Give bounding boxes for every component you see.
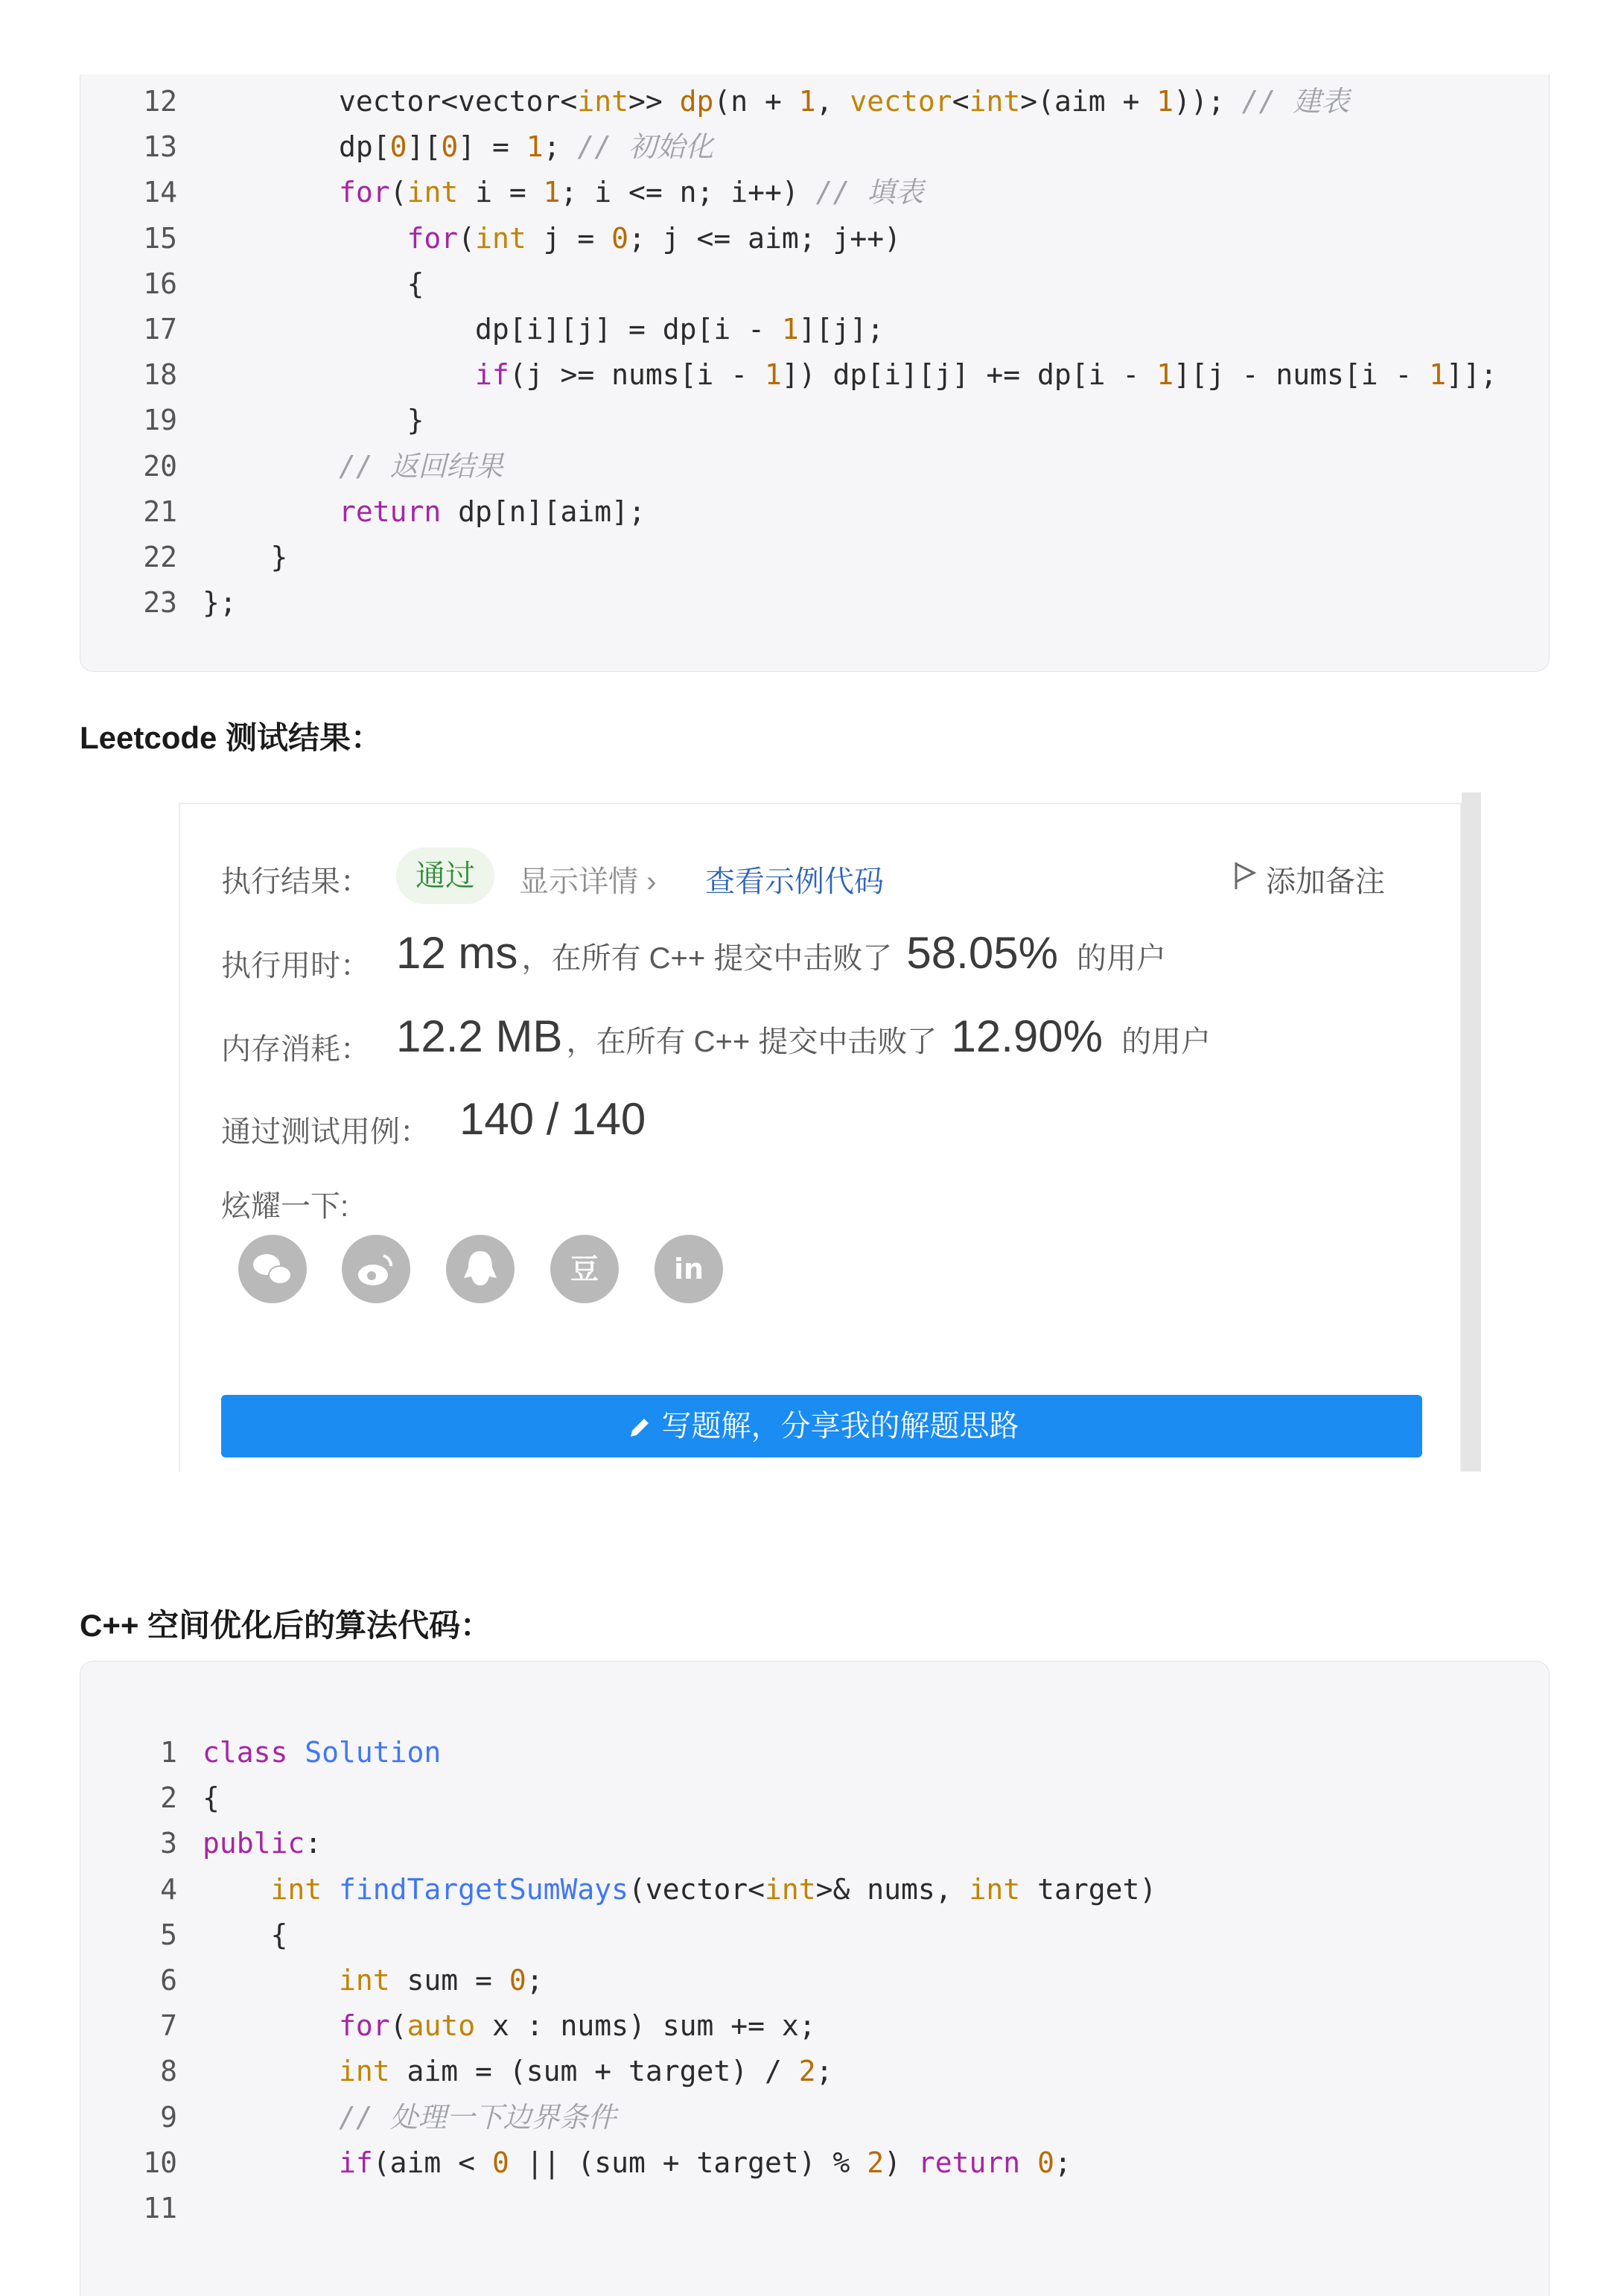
wechat-icon[interactable]	[238, 1235, 307, 1303]
code-line	[80, 1821, 322, 1866]
code-line	[80, 1867, 1156, 1912]
code-text: // 处理一下边界条件	[203, 2100, 617, 2134]
code-line	[80, 170, 923, 214]
memory-label: 内存消耗：	[221, 1033, 370, 1066]
line-number: 6	[160, 1964, 177, 1997]
line-number: 3	[160, 1827, 177, 1860]
code-text: }	[203, 541, 288, 573]
code-text: for(int i = 1; i <= n; i++) // 填表	[203, 176, 924, 209]
code-line	[80, 2049, 833, 2093]
write-solution-label: 写题解，分享我的解题思路	[661, 1410, 1019, 1443]
code-text: {	[203, 1781, 220, 1815]
code-text: {	[203, 267, 424, 300]
linkedin-icon[interactable]: in	[655, 1235, 723, 1303]
code-text: vector<vector<int>> dp(n + 1, vector<int>(aim + 1)); // 建表	[203, 85, 1350, 118]
code-line	[80, 535, 287, 579]
code-text: if(j >= nums[i - 1]) dp[i][j] += dp[i - 1][j - nums[i - 1]];	[203, 358, 1497, 392]
code-line	[80, 2095, 617, 2140]
code-line	[80, 124, 713, 169]
code-line	[80, 444, 503, 489]
code-text: return dp[n][aim];	[203, 495, 646, 528]
code-text: int findTargetSumWays(vector<int>& nums, int target)	[203, 1872, 1157, 1906]
code-text: if(aim < 0 || (sum + target) % 2) return 0;	[203, 2146, 1071, 2179]
line-number: 22	[143, 541, 177, 573]
write-solution-button[interactable]	[221, 1395, 1422, 1457]
code-line	[80, 261, 424, 306]
share-label: 炫耀一下:	[221, 1190, 349, 1223]
runtime-users-suffix: 的用户	[1077, 942, 1167, 975]
runtime-mid: ，在所有 C++ 提交中击败了	[521, 942, 893, 975]
line-number: 2	[160, 1781, 177, 1815]
code-line	[80, 1958, 544, 2003]
runtime-value: 12 ms	[396, 928, 518, 978]
line-number: 7	[160, 2009, 177, 2043]
memory-row	[396, 1011, 1211, 1062]
line-number: 16	[143, 267, 177, 300]
line-number: 1	[160, 1736, 177, 1769]
code-text: dp[i][j] = dp[i - 1][j];	[203, 313, 885, 346]
testcases-value: 140 / 140	[459, 1094, 646, 1144]
memory-value: 12.2 MB	[396, 1011, 563, 1061]
runtime-percentile: 58.05%	[906, 928, 1058, 978]
code-line	[80, 1912, 287, 1957]
qq-icon[interactable]	[446, 1235, 515, 1303]
code-text: }	[203, 404, 424, 437]
memory-mid: ，在所有 C++ 提交中击败了	[566, 1025, 937, 1058]
line-number: 15	[143, 221, 177, 255]
code-block-space-optimized	[80, 1661, 1550, 2296]
code-line	[80, 352, 1497, 397]
line-number: 23	[143, 586, 177, 620]
code-line	[80, 489, 646, 534]
code-line	[80, 2140, 1071, 2185]
add-note-label: 添加备注	[1266, 865, 1385, 898]
code-line	[80, 1775, 220, 1820]
pencil-icon	[625, 1413, 655, 1443]
line-number: 10	[143, 2146, 177, 2179]
code-line	[80, 398, 424, 442]
line-number: 21	[143, 495, 177, 528]
flag-icon	[1232, 859, 1258, 892]
weibo-icon[interactable]	[342, 1235, 410, 1303]
code-text: int sum = 0;	[203, 1964, 544, 1997]
code-text: class Solution	[203, 1736, 442, 1769]
code-text: // 返回结果	[203, 449, 503, 483]
exec-result-label: 执行结果：	[221, 865, 370, 898]
heading-leetcode-results: Leetcode 测试结果：	[80, 720, 383, 755]
code-block-dp-2d	[80, 74, 1550, 672]
line-number: 20	[143, 449, 177, 483]
line-number: 19	[143, 404, 177, 437]
code-text: {	[203, 1918, 288, 1951]
douban-icon[interactable]: 豆	[550, 1235, 619, 1303]
code-line	[80, 2003, 816, 2048]
status-badge: 通过	[396, 848, 494, 904]
heading-optimized-code: C++ 空间优化后的算法代码：	[80, 1608, 492, 1643]
code-text: public:	[203, 1827, 322, 1860]
code-line	[80, 307, 884, 352]
code-line	[80, 79, 1349, 124]
code-text: };	[203, 586, 237, 620]
code-line	[80, 2186, 203, 2230]
line-number: 13	[143, 130, 177, 164]
show-details-link[interactable]: 显示详情 ›	[519, 865, 657, 898]
code-text: int aim = (sum + target) / 2;	[203, 2055, 833, 2088]
leetcode-result-card	[179, 803, 1462, 1472]
memory-users-suffix: 的用户	[1121, 1025, 1211, 1058]
line-number: 12	[143, 85, 177, 118]
add-note-button[interactable]	[1232, 858, 1433, 898]
code-line	[80, 1730, 441, 1775]
line-number: 17	[143, 313, 177, 346]
memory-percentile: 12.90%	[951, 1011, 1103, 1061]
code-text: dp[0][0] = 1; // 初始化	[203, 130, 714, 164]
view-sample-code-link[interactable]: 查看示例代码	[705, 865, 884, 898]
code-text: for(int j = 0; j <= aim; j++)	[203, 221, 902, 255]
line-number: 18	[143, 358, 177, 392]
line-number: 5	[160, 1918, 177, 1951]
line-number: 11	[143, 2192, 177, 2225]
line-number: 4	[160, 1872, 177, 1906]
line-number: 9	[160, 2100, 177, 2134]
runtime-row	[396, 927, 1166, 979]
testcases-label: 通过测试用例：	[221, 1116, 430, 1148]
line-number: 14	[143, 176, 177, 209]
scrollbar[interactable]	[1462, 792, 1481, 1472]
code-text: for(auto x : nums) sum += x;	[203, 2009, 816, 2043]
line-number: 8	[160, 2055, 177, 2088]
code-line	[80, 216, 901, 261]
code-line	[80, 580, 237, 625]
runtime-label: 执行用时：	[221, 950, 370, 982]
